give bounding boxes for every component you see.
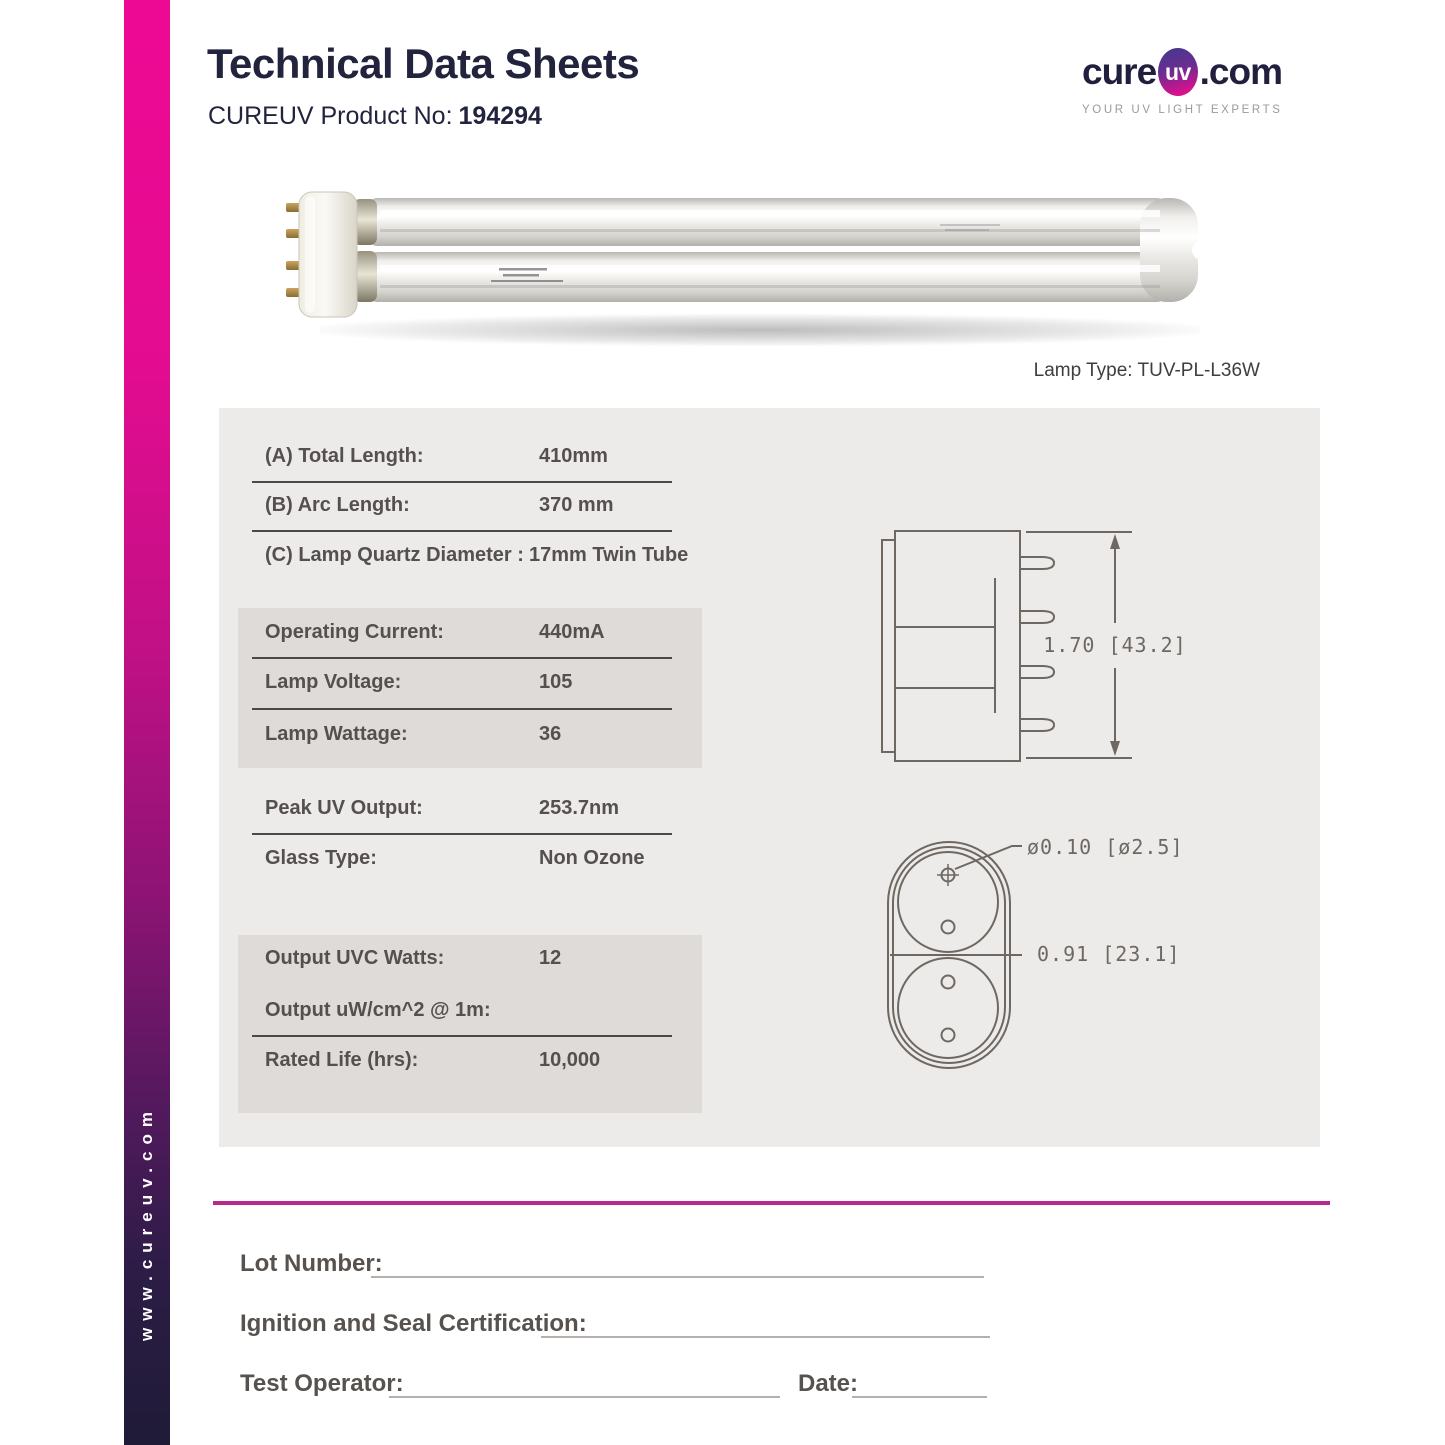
certification-label: Ignition and Seal Certification: — [240, 1310, 587, 1337]
spec-row-lamp-voltage — [265, 671, 825, 697]
test-operator-field — [389, 1370, 780, 1398]
spec-label: Lamp Wattage: — [265, 723, 408, 745]
logo-wordmark — [1082, 48, 1282, 96]
spec-label: (B) Arc Length: — [265, 494, 410, 516]
spec-label: Lamp Voltage: — [265, 671, 402, 693]
divider — [252, 481, 672, 483]
spec-row-glass-type — [265, 847, 825, 873]
date-field — [852, 1370, 987, 1398]
sidebar-url: www.cureuv.com — [137, 1104, 156, 1341]
product-number-line — [208, 102, 542, 131]
spec-panel — [219, 408, 1320, 1147]
logo-tagline: YOUR UV LIGHT EXPERTS — [1082, 104, 1283, 116]
spec-label: Rated Life (hrs): — [265, 1049, 419, 1071]
test-operator-label: Test Operator: — [240, 1370, 404, 1397]
logo-cure-text: cure — [1082, 51, 1157, 92]
spec-row-arc-length — [265, 494, 825, 520]
spec-value: 105 — [539, 671, 573, 693]
divider — [252, 1035, 672, 1037]
spec-value: 410mm — [539, 445, 608, 467]
spec-value: 12 — [539, 947, 562, 969]
uv-badge-icon — [1158, 48, 1197, 96]
spec-row-rated-life — [265, 1049, 825, 1075]
divider — [252, 708, 672, 710]
divider — [252, 833, 672, 835]
logo-com-text: .com — [1199, 51, 1282, 92]
dim-base-height: 1.70 [43.2] — [1043, 633, 1187, 657]
date-label: Date: — [798, 1370, 859, 1397]
spec-value: Non Ozone — [539, 847, 645, 869]
certification-field — [541, 1310, 990, 1338]
dim-pin-diameter: ø0.10 [ø2.5] — [1027, 835, 1184, 859]
spec-row-quartz-diameter — [265, 544, 825, 570]
spec-value: 253.7nm — [539, 797, 620, 819]
spec-value: 17mm Twin Tube — [529, 544, 689, 566]
spec-label: Output UVC Watts: — [265, 947, 445, 969]
spec-row-operating-current — [265, 621, 825, 647]
cureuv-logo — [1082, 48, 1282, 116]
product-no-value: 194294 — [458, 102, 542, 130]
lot-number-field — [371, 1250, 984, 1278]
spec-value: 10,000 — [539, 1049, 601, 1071]
spec-row-total-length — [265, 445, 825, 471]
divider — [252, 530, 672, 532]
spec-row-output-uw — [265, 999, 825, 1025]
spec-label: (A) Total Length: — [265, 445, 424, 467]
lot-number-label: Lot Number: — [240, 1250, 383, 1277]
uv-lamp-photo — [285, 172, 1235, 342]
spec-label: Glass Type: — [265, 847, 377, 869]
spec-value: 36 — [539, 723, 562, 745]
dim-base-width: 0.91 [23.1] — [1037, 942, 1181, 966]
product-no-label: CUREUV Product No: — [208, 102, 453, 130]
sidebar-url-wrap — [124, 1050, 170, 1395]
base-side-view-drawing — [874, 523, 1204, 793]
spec-label: Output uW/cm^2 @ 1m: — [265, 999, 491, 1021]
spec-label: (C) Lamp Quartz Diameter : — [265, 544, 524, 566]
spec-value: 440mA — [539, 621, 605, 643]
spec-row-lamp-wattage — [265, 723, 825, 749]
lamp-type-label: Lamp Type: TUV-PL-L36W — [1033, 360, 1260, 381]
base-end-view-drawing — [879, 833, 1209, 1083]
magenta-divider — [213, 1201, 1330, 1205]
page-title: Technical Data Sheets — [207, 40, 640, 87]
logo-uv-text: uv — [1164, 58, 1191, 85]
spec-value: 370 mm — [539, 494, 614, 516]
spec-row-uvc-watts — [265, 947, 825, 973]
spec-row-peak-uv — [265, 797, 825, 823]
spec-label: Operating Current: — [265, 621, 444, 643]
divider — [252, 657, 672, 659]
spec-label: Peak UV Output: — [265, 797, 423, 819]
